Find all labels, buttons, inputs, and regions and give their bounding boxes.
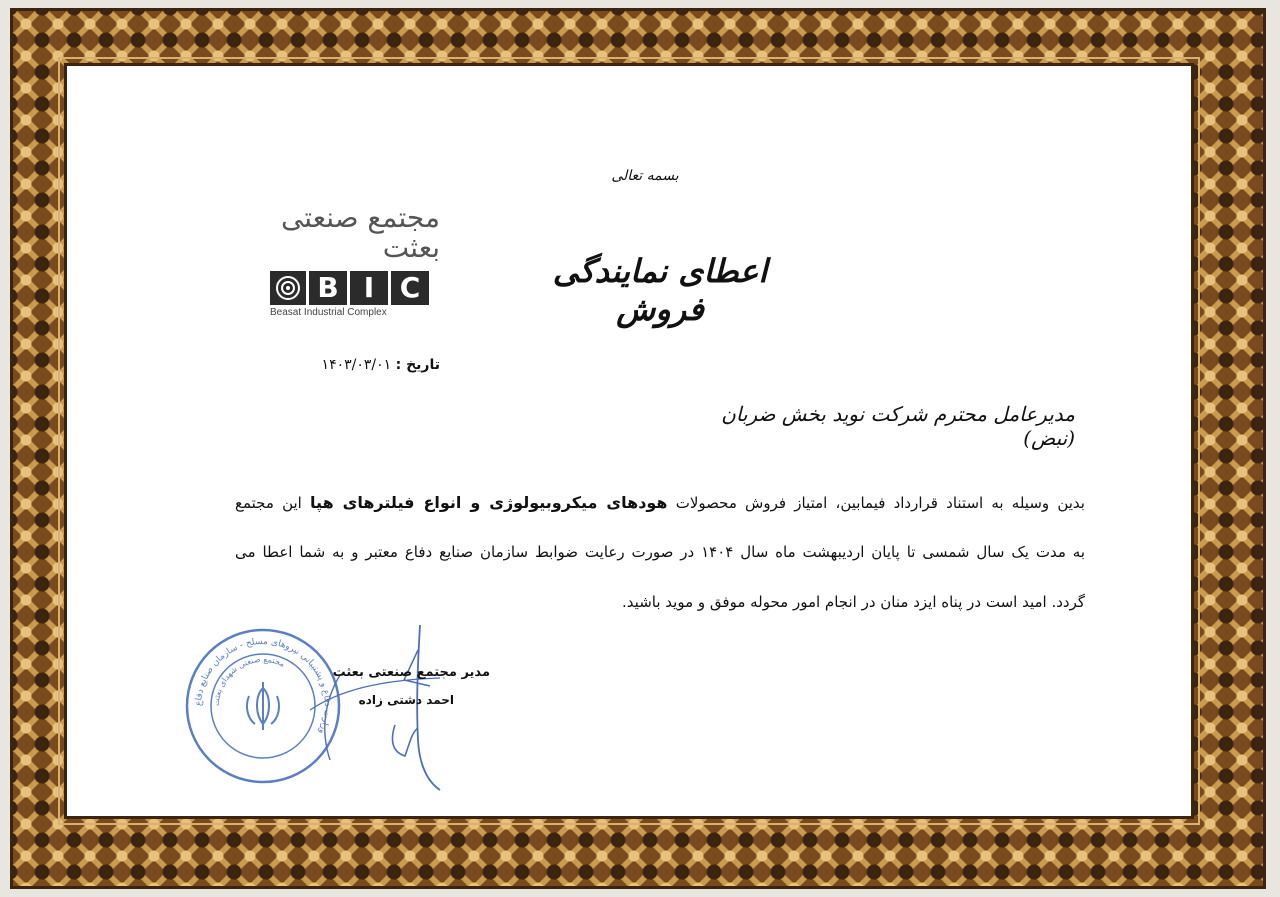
logo-emblem-icon [270,271,306,305]
logo-letter-row [270,271,429,305]
body-line-2: به مدت یک سال شمسی تا پایان اردیبهشت ماه سال ۱۴۰۴ در صورت رعایت ضوابط سازمان صنایع دفاع معتبر و به شما اعطا می [235,543,1085,561]
certificate-title: اعطای نمایندگی فروش [552,252,768,328]
body-line-1-part-1: بدین وسیله به استناد قرارداد فیمابین، امتیاز فروش محصولات [675,494,1085,512]
date-line [300,357,440,373]
signatory-name: احمد دشتی زاده [358,693,454,707]
logo-letter-c: C [391,271,429,305]
body-line-1-part-2: این مجتمع [235,494,302,512]
signatory-title: مدیر مجتمع صنعتی بعثت [332,665,490,680]
stamp-outer-text: وزارت دفاع و پشتیبانی نیروهای مسلح - سازمان صنایع دفاع [193,636,333,736]
logo-letter-b: B [309,271,347,305]
body-product-names: هودهای میکروبیولوژی و انواع فیلترهای هپا [310,493,668,512]
date-value: ۱۴۰۳/۰۳/۰۱ [321,357,392,373]
body-line-1 [235,493,1085,512]
logo-persian-text: مجتمع صنعتی بعثت [280,201,440,264]
body-line-3: گردد. امید است در پناه ایزد منان در انجام امور محوله موفق و موید باشید. [622,593,1085,611]
issuer-logo [215,203,440,323]
stamp-inner-text: مجتمع صنعتی شهدای بعثت [211,654,287,707]
invocation-text: بسمه تعالی [611,168,679,184]
addressee-line: مدیرعامل محترم شرکت نوید بخش ضربان (نبض) [721,402,1075,450]
date-label: تاریخ : [395,357,440,373]
logo-letter-i: I [350,271,388,305]
stamp-emblem-icon [247,682,279,730]
logo-english-text: Beasat Industrial Complex [270,307,387,318]
handwritten-signature [300,620,460,795]
